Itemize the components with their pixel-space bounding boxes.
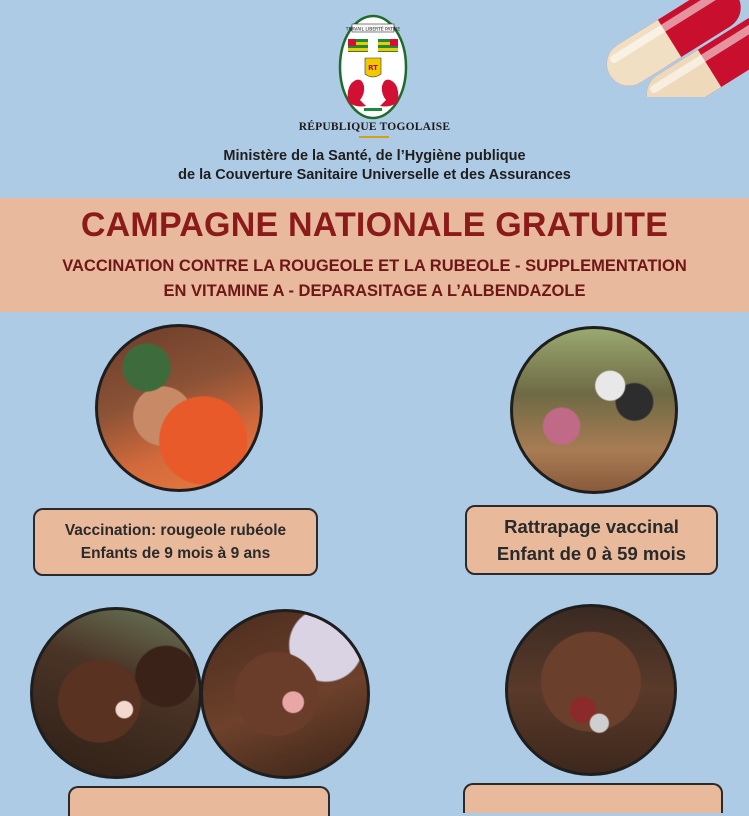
togo-emblem-icon	[338, 14, 408, 120]
svg-text:TRAVAIL LIBERTÉ PATRIE: TRAVAIL LIBERTÉ PATRIE	[345, 27, 401, 33]
pill-capsules-image	[600, 0, 749, 97]
vaccination-label-line-1: Vaccination: rougeole rubéole	[64, 522, 287, 539]
campaign-subtitle-line-2: EN VITAMINE A - DEPARASITAGE A L’ALBENDAZOLE	[163, 282, 586, 300]
campaign-subtitle-line-1: VACCINATION CONTRE LA ROUGEOLE ET LA RUBEOLE - SUPPLEMENTATION	[62, 257, 687, 275]
vitamin-a-label-box	[68, 786, 330, 816]
vaccination-label-box	[33, 508, 318, 576]
country-name: RÉPUBLIQUE TOGOLAISE	[298, 121, 451, 133]
campaign-title: CAMPAGNE NATIONALE GRATUITE	[80, 206, 669, 244]
vitamin-a-photo-right	[200, 609, 370, 779]
catch-up-label-line-1: Rattrapage vaccinal	[504, 516, 679, 537]
deworming-label-box	[463, 783, 723, 813]
country-underline	[359, 136, 389, 138]
vitamin-a-photo-left	[30, 607, 202, 779]
vaccination-label-line-2: Enfants de 9 mois à 9 ans	[80, 545, 271, 562]
deworming-photo	[505, 604, 677, 776]
catch-up-label-box	[465, 505, 718, 575]
catch-up-vaccination-photo	[510, 326, 678, 494]
catch-up-label-line-2: Enfant de 0 à 59 mois	[496, 543, 687, 564]
vaccination-photo	[95, 324, 263, 492]
ministry-line-1: Ministère de la Santé, de l’Hygiène publique	[223, 148, 526, 164]
ministry-line-2: de la Couverture Sanitaire Universelle et des Assurances	[178, 167, 571, 183]
svg-text:RT: RT	[368, 64, 378, 72]
